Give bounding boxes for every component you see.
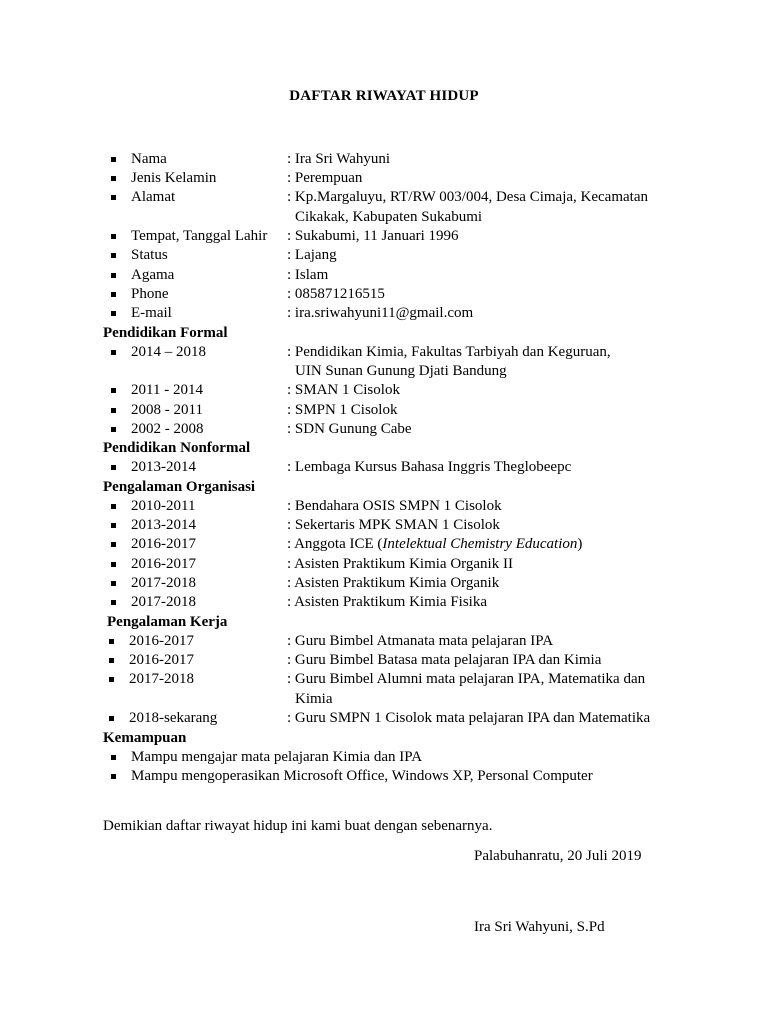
organization-row bbox=[0, 555, 768, 574]
bullet-icon bbox=[111, 176, 116, 181]
bullet-icon bbox=[111, 581, 116, 586]
entry-value: : SDN Gunung Cabe bbox=[287, 421, 412, 437]
organization-row bbox=[0, 516, 768, 535]
field-value: : Islam bbox=[287, 267, 329, 283]
entry-value: : Lembaga Kursus Bahasa Inggris Theglobeepc bbox=[287, 459, 572, 475]
entry-value bbox=[287, 535, 582, 554]
bullet-icon bbox=[109, 658, 114, 663]
work-row bbox=[0, 632, 768, 651]
personal-row-jenis-kelamin bbox=[0, 169, 768, 188]
personal-row-alamat bbox=[0, 188, 768, 207]
skill-text: Mampu mengoperasikan Microsoft Office, Windows XP, Personal Computer bbox=[131, 768, 593, 784]
bullet-icon bbox=[111, 273, 116, 278]
period-label: 2013-2014 bbox=[131, 517, 196, 533]
period-label: 2017-2018 bbox=[131, 575, 196, 591]
organization-row bbox=[0, 535, 768, 554]
period-label: 2016-2017 bbox=[129, 652, 194, 668]
field-label: Status bbox=[131, 247, 168, 263]
period-label: 2013-2014 bbox=[131, 459, 196, 475]
bullet-icon bbox=[109, 639, 114, 644]
bullet-icon bbox=[111, 350, 116, 355]
period-label: 2010-2011 bbox=[131, 498, 196, 514]
entry-value: : Bendahara OSIS SMPN 1 Cisolok bbox=[287, 498, 502, 514]
personal-row-email bbox=[0, 304, 768, 323]
entry-value-continuation: UIN Sunan Gunung Djati Bandung bbox=[295, 363, 507, 379]
skill-item bbox=[0, 748, 768, 767]
period-label: 2011 - 2014 bbox=[131, 382, 203, 398]
signature-name: Ira Sri Wahyuni, S.Pd bbox=[474, 919, 605, 935]
bullet-icon bbox=[111, 774, 116, 779]
period-label: 2017-2018 bbox=[129, 671, 194, 687]
place-date: Palabuhanratu, 20 Juli 2019 bbox=[474, 848, 642, 864]
period-label: 2002 - 2008 bbox=[131, 421, 204, 437]
entry-value-continuation: Kimia bbox=[295, 691, 333, 707]
entry-value-italic: Intelektual Chemistry Education bbox=[382, 536, 578, 552]
entry-value: : Asisten Praktikum Kimia Organik II bbox=[287, 556, 513, 572]
entry-value: : SMPN 1 Cisolok bbox=[287, 402, 398, 418]
work-row bbox=[0, 670, 768, 689]
section-heading-pendidikan-nonformal: Pendidikan Nonformal bbox=[103, 440, 251, 456]
education-row bbox=[0, 401, 768, 420]
education-row bbox=[0, 381, 768, 400]
bullet-icon bbox=[111, 157, 116, 162]
field-label: Phone bbox=[131, 286, 169, 302]
education-row bbox=[0, 343, 768, 362]
document-title: DAFTAR RIWAYAT HIDUP bbox=[289, 88, 479, 104]
entry-value-prefix: : Anggota ICE ( bbox=[287, 536, 383, 552]
personal-row-status bbox=[0, 246, 768, 265]
organization-row bbox=[0, 593, 768, 612]
work-row bbox=[0, 709, 768, 728]
period-label: 2016-2017 bbox=[129, 633, 194, 649]
bullet-icon bbox=[111, 542, 116, 547]
closing-statement: Demikian daftar riwayat hidup ini kami buat dengan sebenarnya. bbox=[103, 818, 493, 834]
period-label: 2008 - 2011 bbox=[131, 402, 203, 418]
bullet-icon bbox=[111, 427, 116, 432]
bullet-icon bbox=[111, 311, 116, 316]
entry-value: : Guru Bimbel Batasa mata pelajaran IPA dan Kimia bbox=[287, 652, 602, 668]
organization-row bbox=[0, 497, 768, 516]
field-label: Jenis Kelamin bbox=[131, 170, 217, 186]
field-label: Tempat, Tanggal Lahir bbox=[131, 228, 268, 244]
field-value: : ira.sriwahyuni11@gmail.com bbox=[287, 305, 474, 321]
entry-value: : Pendidikan Kimia, Fakultas Tarbiyah dan Keguruan, bbox=[287, 344, 611, 360]
entry-value: : Guru Bimbel Atmanata mata pelajaran IPA bbox=[287, 633, 554, 649]
entry-value: : Guru Bimbel Alumni mata pelajaran IPA, Matematika dan bbox=[287, 671, 646, 687]
period-label: 2018-sekarang bbox=[129, 710, 218, 726]
section-heading-pengalaman-organisasi: Pengalaman Organisasi bbox=[103, 479, 256, 495]
entry-value: : Guru SMPN 1 Cisolok mata pelajaran IPA dan Matematika bbox=[287, 710, 651, 726]
period-label: 2016-2017 bbox=[131, 536, 196, 552]
section-heading-pendidikan-formal: Pendidikan Formal bbox=[103, 325, 228, 341]
bullet-icon bbox=[111, 600, 116, 605]
field-label: Nama bbox=[131, 151, 167, 167]
bullet-icon bbox=[111, 504, 116, 509]
personal-row-phone bbox=[0, 285, 768, 304]
entry-value-suffix: ) bbox=[577, 536, 583, 552]
education-row-cont bbox=[0, 362, 768, 381]
entry-value: : SMAN 1 Cisolok bbox=[287, 382, 400, 398]
field-value: : Kp.Margaluyu, RT/RW 003/004, Desa Cimaja, Kecamatan bbox=[287, 189, 648, 205]
bullet-icon bbox=[111, 755, 116, 760]
bullet-icon bbox=[109, 677, 114, 682]
work-row bbox=[0, 651, 768, 670]
bullet-icon bbox=[111, 523, 116, 528]
field-value: : Ira Sri Wahyuni bbox=[287, 151, 391, 167]
bullet-icon bbox=[111, 465, 116, 470]
entry-value: : Asisten Praktikum Kimia Organik bbox=[287, 575, 500, 591]
bullet-icon bbox=[111, 195, 116, 200]
period-label: 2014 – 2018 bbox=[131, 344, 206, 360]
bullet-icon bbox=[111, 234, 116, 239]
personal-row-agama bbox=[0, 266, 768, 285]
field-label: E-mail bbox=[131, 305, 172, 321]
personal-row-alamat-cont bbox=[0, 208, 768, 227]
bullet-icon bbox=[109, 716, 114, 721]
field-label: Agama bbox=[131, 267, 175, 283]
skill-text: Mampu mengajar mata pelajaran Kimia dan IPA bbox=[131, 749, 423, 765]
education-row bbox=[0, 420, 768, 439]
personal-row-nama bbox=[0, 150, 768, 169]
bullet-icon bbox=[111, 388, 116, 393]
section-heading-kemampuan: Kemampuan bbox=[103, 730, 187, 746]
skill-item bbox=[0, 767, 768, 786]
period-label: 2017-2018 bbox=[131, 594, 196, 610]
organization-row bbox=[0, 574, 768, 593]
bullet-icon bbox=[111, 292, 116, 297]
section-heading-pengalaman-kerja: Pengalaman Kerja bbox=[107, 614, 228, 630]
work-row-cont bbox=[0, 690, 768, 709]
field-value: : Lajang bbox=[287, 247, 337, 263]
field-value-continuation: Cikakak, Kabupaten Sukabumi bbox=[295, 209, 483, 225]
field-value: : Sukabumi, 11 Januari 1996 bbox=[287, 228, 459, 244]
nonformal-row bbox=[0, 458, 768, 477]
period-label: 2016-2017 bbox=[131, 556, 196, 572]
entry-value: : Sekertaris MPK SMAN 1 Cisolok bbox=[287, 517, 500, 533]
personal-row-ttl bbox=[0, 227, 768, 246]
entry-value: : Asisten Praktikum Kimia Fisika bbox=[287, 594, 488, 610]
bullet-icon bbox=[111, 408, 116, 413]
field-value: : Perempuan bbox=[287, 170, 363, 186]
field-label: Alamat bbox=[131, 189, 176, 205]
field-value: : 085871216515 bbox=[287, 286, 385, 302]
bullet-icon bbox=[111, 562, 116, 567]
bullet-icon bbox=[111, 253, 116, 258]
